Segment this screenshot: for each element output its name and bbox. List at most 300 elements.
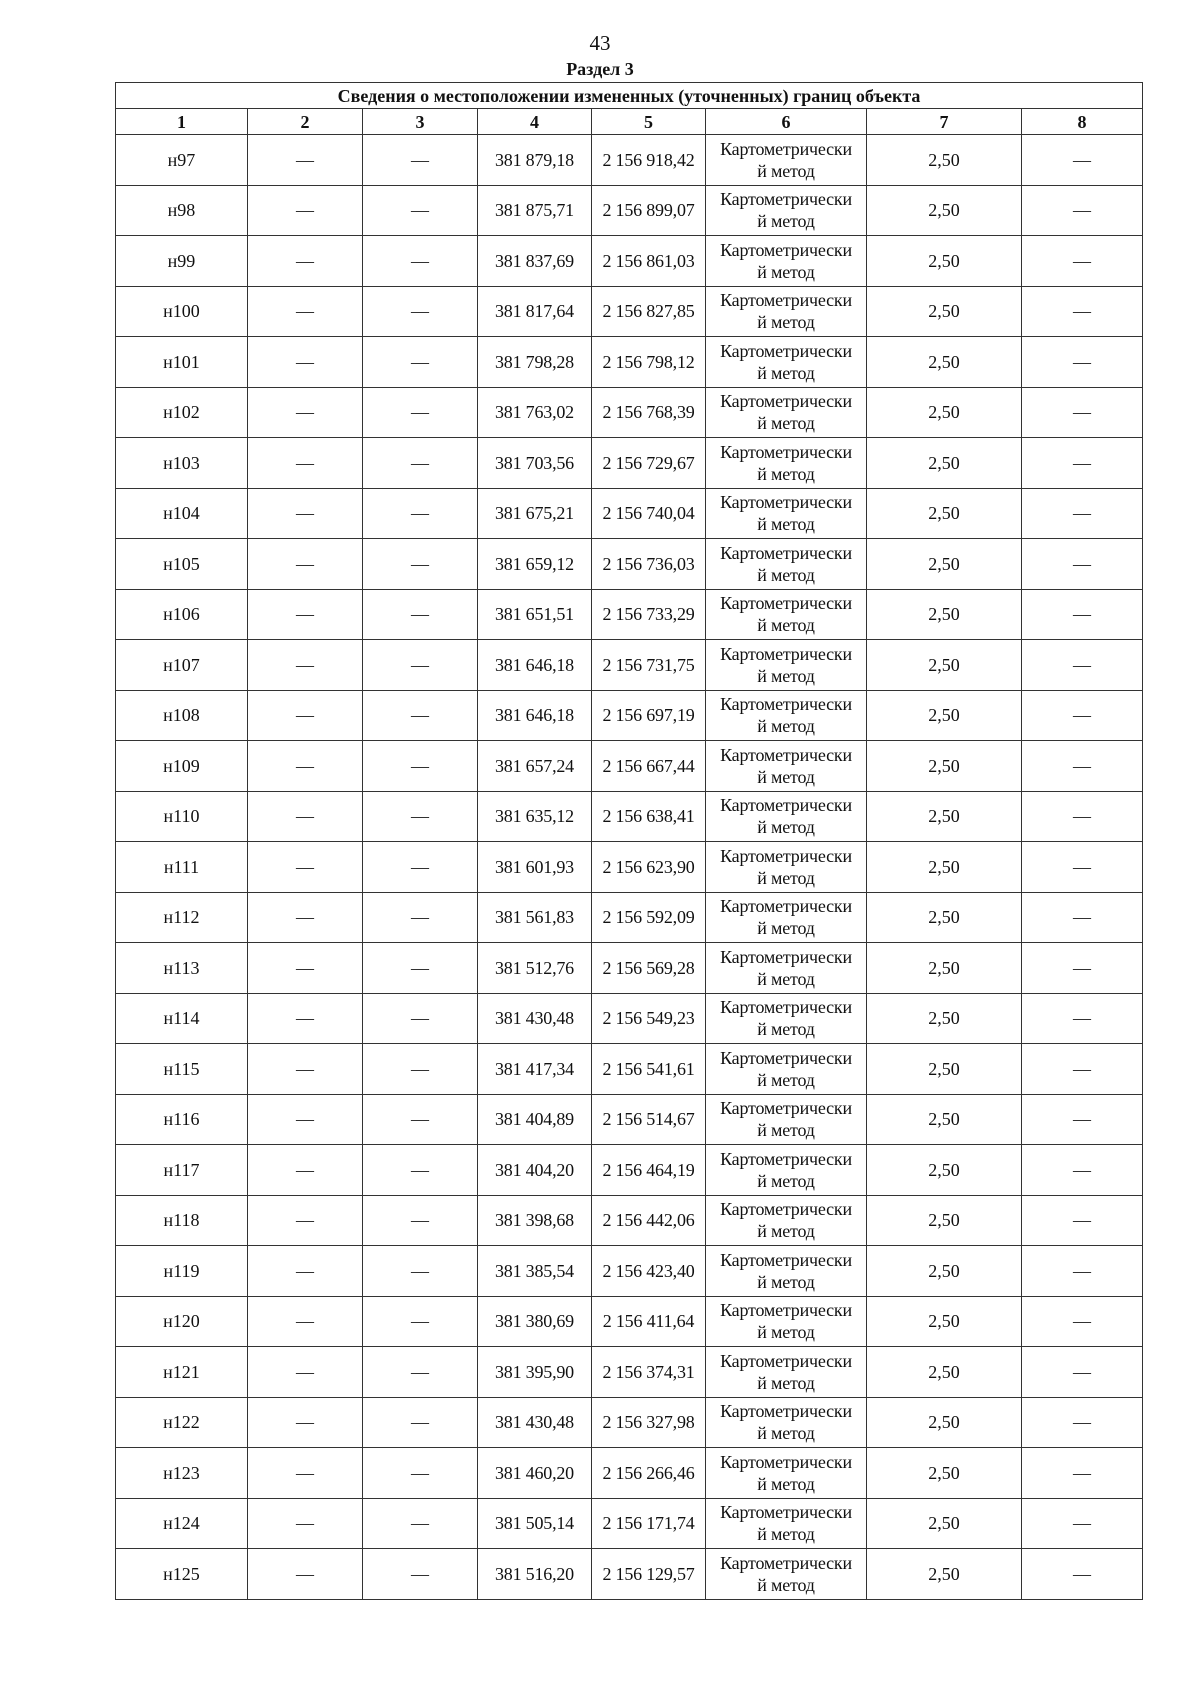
x-coordinate-cell: 381 646,18 — [478, 690, 592, 741]
method-cell — [706, 185, 867, 236]
y-coordinate-cell: 2 156 768,39 — [592, 387, 706, 438]
accuracy-cell: 2,50 — [867, 539, 1022, 590]
method-text-line1: Картометрически — [720, 694, 852, 715]
empty-dash-cell: — — [363, 1397, 478, 1448]
column-number: 8 — [1022, 109, 1143, 135]
table-row — [116, 892, 1143, 943]
y-coordinate-cell: 2 156 541,61 — [592, 1044, 706, 1095]
x-coordinate-cell: 381 417,34 — [478, 1044, 592, 1095]
x-coordinate-cell: 381 763,02 — [478, 387, 592, 438]
empty-dash-cell: — — [248, 337, 363, 388]
empty-dash-cell: — — [248, 1397, 363, 1448]
method-text-line2: й метод — [757, 615, 815, 636]
empty-dash-cell: — — [363, 1296, 478, 1347]
y-coordinate-cell: 2 156 374,31 — [592, 1347, 706, 1398]
empty-dash-cell: — — [248, 236, 363, 287]
point-id-cell: н109 — [116, 741, 248, 792]
table-row — [116, 1448, 1143, 1499]
empty-dash-cell: — — [248, 135, 363, 186]
empty-dash-cell: — — [363, 286, 478, 337]
method-text-line2: й метод — [757, 362, 815, 383]
x-coordinate-cell: 381 404,89 — [478, 1094, 592, 1145]
method-text-line1: Картометрически — [720, 1552, 852, 1573]
empty-dash-cell: — — [1022, 135, 1143, 186]
point-id-cell: н99 — [116, 236, 248, 287]
point-id-cell: н120 — [116, 1296, 248, 1347]
method-text-line1: Картометрически — [720, 1502, 852, 1523]
empty-dash-cell: — — [248, 1347, 363, 1398]
x-coordinate-cell: 381 675,21 — [478, 488, 592, 539]
method-cell — [706, 1448, 867, 1499]
method-cell — [706, 1246, 867, 1297]
empty-dash-cell: — — [248, 589, 363, 640]
accuracy-cell: 2,50 — [867, 185, 1022, 236]
method-text-line1: Картометрически — [720, 542, 852, 563]
empty-dash-cell: — — [1022, 185, 1143, 236]
x-coordinate-cell: 381 385,54 — [478, 1246, 592, 1297]
y-coordinate-cell: 2 156 514,67 — [592, 1094, 706, 1145]
method-cell — [706, 1044, 867, 1095]
empty-dash-cell: — — [363, 1195, 478, 1246]
empty-dash-cell: — — [363, 387, 478, 438]
point-id-cell: н117 — [116, 1145, 248, 1196]
empty-dash-cell: — — [1022, 1397, 1143, 1448]
empty-dash-cell: — — [248, 438, 363, 489]
y-coordinate-cell: 2 156 861,03 — [592, 236, 706, 287]
empty-dash-cell: — — [248, 1246, 363, 1297]
table-row — [116, 1246, 1143, 1297]
method-text-line2: й метод — [757, 1423, 815, 1444]
accuracy-cell: 2,50 — [867, 387, 1022, 438]
y-coordinate-cell: 2 156 171,74 — [592, 1498, 706, 1549]
method-cell — [706, 1094, 867, 1145]
method-text-line1: Картометрически — [720, 492, 852, 513]
point-id-cell: н100 — [116, 286, 248, 337]
y-coordinate-cell: 2 156 464,19 — [592, 1145, 706, 1196]
method-cell — [706, 1549, 867, 1600]
accuracy-cell: 2,50 — [867, 1094, 1022, 1145]
method-text-line1: Картометрически — [720, 997, 852, 1018]
empty-dash-cell: — — [363, 791, 478, 842]
method-text-line2: й метод — [757, 564, 815, 585]
empty-dash-cell: — — [1022, 892, 1143, 943]
accuracy-cell: 2,50 — [867, 135, 1022, 186]
x-coordinate-cell: 381 837,69 — [478, 236, 592, 287]
accuracy-cell: 2,50 — [867, 1246, 1022, 1297]
accuracy-cell: 2,50 — [867, 892, 1022, 943]
point-id-cell: н112 — [116, 892, 248, 943]
table-row — [116, 539, 1143, 590]
point-id-cell: н125 — [116, 1549, 248, 1600]
y-coordinate-cell: 2 156 569,28 — [592, 943, 706, 994]
x-coordinate-cell: 381 561,83 — [478, 892, 592, 943]
method-text-line1: Картометрически — [720, 1350, 852, 1371]
x-coordinate-cell: 381 657,24 — [478, 741, 592, 792]
method-cell — [706, 488, 867, 539]
point-id-cell: н102 — [116, 387, 248, 438]
empty-dash-cell: — — [363, 539, 478, 590]
method-text-line1: Картометрически — [720, 391, 852, 412]
method-text-line2: й метод — [757, 1322, 815, 1343]
x-coordinate-cell: 381 512,76 — [478, 943, 592, 994]
table-row — [116, 236, 1143, 287]
table-row — [116, 1549, 1143, 1600]
empty-dash-cell: — — [248, 741, 363, 792]
accuracy-cell: 2,50 — [867, 488, 1022, 539]
table-row — [116, 387, 1143, 438]
method-text-line2: й метод — [757, 716, 815, 737]
table-row — [116, 1044, 1143, 1095]
method-text-line1: Картометрически — [720, 1199, 852, 1220]
empty-dash-cell: — — [248, 539, 363, 590]
y-coordinate-cell: 2 156 733,29 — [592, 589, 706, 640]
x-coordinate-cell: 381 817,64 — [478, 286, 592, 337]
table-row — [116, 1094, 1143, 1145]
point-id-cell: н107 — [116, 640, 248, 691]
y-coordinate-cell: 2 156 697,19 — [592, 690, 706, 741]
empty-dash-cell: — — [363, 943, 478, 994]
y-coordinate-cell: 2 156 899,07 — [592, 185, 706, 236]
x-coordinate-cell: 381 659,12 — [478, 539, 592, 590]
empty-dash-cell: — — [363, 1448, 478, 1499]
column-number: 5 — [592, 109, 706, 135]
y-coordinate-cell: 2 156 731,75 — [592, 640, 706, 691]
point-id-cell: н124 — [116, 1498, 248, 1549]
column-number: 3 — [363, 109, 478, 135]
table-row — [116, 993, 1143, 1044]
empty-dash-cell: — — [248, 387, 363, 438]
y-coordinate-cell: 2 156 592,09 — [592, 892, 706, 943]
method-text-line1: Картометрически — [720, 239, 852, 260]
y-coordinate-cell: 2 156 129,57 — [592, 1549, 706, 1600]
empty-dash-cell: — — [1022, 1246, 1143, 1297]
y-coordinate-cell: 2 156 667,44 — [592, 741, 706, 792]
y-coordinate-cell: 2 156 423,40 — [592, 1246, 706, 1297]
accuracy-cell: 2,50 — [867, 1145, 1022, 1196]
y-coordinate-cell: 2 156 549,23 — [592, 993, 706, 1044]
method-cell — [706, 286, 867, 337]
method-text-line2: й метод — [757, 1019, 815, 1040]
accuracy-cell: 2,50 — [867, 943, 1022, 994]
method-text-line2: й метод — [757, 665, 815, 686]
method-text-line2: й метод — [757, 817, 815, 838]
method-text-line2: й метод — [757, 1120, 815, 1141]
point-id-cell: н123 — [116, 1448, 248, 1499]
method-cell — [706, 387, 867, 438]
empty-dash-cell: — — [1022, 1094, 1143, 1145]
table-row — [116, 438, 1143, 489]
method-cell — [706, 135, 867, 186]
y-coordinate-cell: 2 156 266,46 — [592, 1448, 706, 1499]
empty-dash-cell: — — [363, 1094, 478, 1145]
method-text-line1: Картометрически — [720, 1300, 852, 1321]
empty-dash-cell: — — [1022, 1549, 1143, 1600]
point-id-cell: н104 — [116, 488, 248, 539]
y-coordinate-cell: 2 156 918,42 — [592, 135, 706, 186]
method-text-line1: Картометрически — [720, 138, 852, 159]
boundary-coordinates-table — [115, 82, 1143, 1600]
table-row — [116, 791, 1143, 842]
method-text-line2: й метод — [757, 867, 815, 888]
accuracy-cell: 2,50 — [867, 1498, 1022, 1549]
method-text-line1: Картометрически — [720, 340, 852, 361]
method-text-line2: й метод — [757, 918, 815, 939]
x-coordinate-cell: 381 635,12 — [478, 791, 592, 842]
empty-dash-cell: — — [1022, 589, 1143, 640]
method-cell — [706, 337, 867, 388]
empty-dash-cell: — — [363, 1549, 478, 1600]
empty-dash-cell: — — [363, 1246, 478, 1297]
accuracy-cell: 2,50 — [867, 791, 1022, 842]
y-coordinate-cell: 2 156 638,41 — [592, 791, 706, 842]
method-cell — [706, 791, 867, 842]
empty-dash-cell: — — [363, 640, 478, 691]
y-coordinate-cell: 2 156 740,04 — [592, 488, 706, 539]
point-id-cell: н108 — [116, 690, 248, 741]
point-id-cell: н116 — [116, 1094, 248, 1145]
y-coordinate-cell: 2 156 442,06 — [592, 1195, 706, 1246]
method-text-line1: Картометрически — [720, 290, 852, 311]
method-text-line2: й метод — [757, 514, 815, 535]
method-text-line1: Картометрически — [720, 1249, 852, 1270]
method-cell — [706, 943, 867, 994]
point-id-cell: н121 — [116, 1347, 248, 1398]
method-text-line1: Картометрически — [720, 744, 852, 765]
empty-dash-cell: — — [248, 1549, 363, 1600]
accuracy-cell: 2,50 — [867, 1549, 1022, 1600]
table-row — [116, 640, 1143, 691]
point-id-cell: н119 — [116, 1246, 248, 1297]
point-id-cell: н122 — [116, 1397, 248, 1448]
empty-dash-cell: — — [248, 791, 363, 842]
page-number: 43 — [589, 31, 611, 55]
method-text-line2: й метод — [757, 413, 815, 434]
empty-dash-cell: — — [363, 993, 478, 1044]
method-cell — [706, 640, 867, 691]
empty-dash-cell: — — [1022, 539, 1143, 590]
method-text-line1: Картометрически — [720, 1451, 852, 1472]
empty-dash-cell: — — [248, 1448, 363, 1499]
x-coordinate-cell: 381 395,90 — [478, 1347, 592, 1398]
method-text-line2: й метод — [757, 211, 815, 232]
method-cell — [706, 690, 867, 741]
empty-dash-cell: — — [248, 993, 363, 1044]
column-number: 4 — [478, 109, 592, 135]
method-cell — [706, 539, 867, 590]
x-coordinate-cell: 381 651,51 — [478, 589, 592, 640]
point-id-cell: н115 — [116, 1044, 248, 1095]
method-cell — [706, 1195, 867, 1246]
empty-dash-cell: — — [248, 488, 363, 539]
x-coordinate-cell: 381 646,18 — [478, 640, 592, 691]
x-coordinate-cell: 381 875,71 — [478, 185, 592, 236]
accuracy-cell: 2,50 — [867, 1448, 1022, 1499]
method-cell — [706, 589, 867, 640]
method-text-line1: Картометрически — [720, 1401, 852, 1422]
method-text-line1: Картометрически — [720, 1098, 852, 1119]
table-row — [116, 1397, 1143, 1448]
table-row — [116, 135, 1143, 186]
empty-dash-cell: — — [1022, 993, 1143, 1044]
empty-dash-cell: — — [248, 892, 363, 943]
point-id-cell: н105 — [116, 539, 248, 590]
method-text-line1: Картометрически — [720, 593, 852, 614]
method-cell — [706, 892, 867, 943]
empty-dash-cell: — — [248, 842, 363, 893]
method-text-line1: Картометрически — [720, 1148, 852, 1169]
table-row — [116, 185, 1143, 236]
y-coordinate-cell: 2 156 798,12 — [592, 337, 706, 388]
method-cell — [706, 1145, 867, 1196]
empty-dash-cell: — — [1022, 1498, 1143, 1549]
empty-dash-cell: — — [1022, 640, 1143, 691]
section-title: Раздел 3 — [566, 59, 634, 79]
table-row — [116, 1145, 1143, 1196]
table-caption: Сведения о местоположении измененных (уточненных) границ объекта — [116, 83, 1143, 109]
accuracy-cell: 2,50 — [867, 640, 1022, 691]
method-text-line1: Картометрически — [720, 845, 852, 866]
accuracy-cell: 2,50 — [867, 842, 1022, 893]
column-number: 2 — [248, 109, 363, 135]
method-cell — [706, 993, 867, 1044]
method-text-line2: й метод — [757, 261, 815, 282]
table-body — [116, 135, 1143, 1600]
table-row — [116, 842, 1143, 893]
method-text-line2: й метод — [757, 1221, 815, 1242]
method-text-line1: Картометрически — [720, 441, 852, 462]
y-coordinate-cell: 2 156 827,85 — [592, 286, 706, 337]
x-coordinate-cell: 381 430,48 — [478, 993, 592, 1044]
column-number: 1 — [116, 109, 248, 135]
empty-dash-cell: — — [248, 1296, 363, 1347]
table-row — [116, 589, 1143, 640]
empty-dash-cell: — — [363, 741, 478, 792]
empty-dash-cell: — — [363, 690, 478, 741]
method-cell — [706, 842, 867, 893]
empty-dash-cell: — — [1022, 488, 1143, 539]
x-coordinate-cell: 381 404,20 — [478, 1145, 592, 1196]
empty-dash-cell: — — [248, 943, 363, 994]
point-id-cell: н106 — [116, 589, 248, 640]
accuracy-cell: 2,50 — [867, 438, 1022, 489]
y-coordinate-cell: 2 156 623,90 — [592, 842, 706, 893]
column-number: 7 — [867, 109, 1022, 135]
y-coordinate-cell: 2 156 736,03 — [592, 539, 706, 590]
x-coordinate-cell: 381 879,18 — [478, 135, 592, 186]
method-cell — [706, 1498, 867, 1549]
empty-dash-cell: — — [1022, 1044, 1143, 1095]
empty-dash-cell: — — [363, 236, 478, 287]
method-text-line2: й метод — [757, 1524, 815, 1545]
method-text-line2: й метод — [757, 463, 815, 484]
x-coordinate-cell: 381 703,56 — [478, 438, 592, 489]
method-cell — [706, 1347, 867, 1398]
point-id-cell: н97 — [116, 135, 248, 186]
point-id-cell: н114 — [116, 993, 248, 1044]
method-text-line2: й метод — [757, 766, 815, 787]
empty-dash-cell: — — [248, 1195, 363, 1246]
point-id-cell: н118 — [116, 1195, 248, 1246]
empty-dash-cell: — — [248, 1094, 363, 1145]
accuracy-cell: 2,50 — [867, 1195, 1022, 1246]
accuracy-cell: 2,50 — [867, 1397, 1022, 1448]
empty-dash-cell: — — [363, 1347, 478, 1398]
x-coordinate-cell: 381 516,20 — [478, 1549, 592, 1600]
empty-dash-cell: — — [363, 589, 478, 640]
x-coordinate-cell: 381 430,48 — [478, 1397, 592, 1448]
method-text-line2: й метод — [757, 968, 815, 989]
empty-dash-cell: — — [248, 286, 363, 337]
empty-dash-cell: — — [363, 1498, 478, 1549]
point-id-cell: н98 — [116, 185, 248, 236]
empty-dash-cell: — — [1022, 1145, 1143, 1196]
empty-dash-cell: — — [363, 337, 478, 388]
empty-dash-cell: — — [1022, 1296, 1143, 1347]
x-coordinate-cell: 381 601,93 — [478, 842, 592, 893]
accuracy-cell: 2,50 — [867, 1044, 1022, 1095]
table-row — [116, 337, 1143, 388]
point-id-cell: н101 — [116, 337, 248, 388]
empty-dash-cell: — — [1022, 1347, 1143, 1398]
point-id-cell: н103 — [116, 438, 248, 489]
empty-dash-cell: — — [1022, 438, 1143, 489]
point-id-cell: н113 — [116, 943, 248, 994]
accuracy-cell: 2,50 — [867, 993, 1022, 1044]
empty-dash-cell: — — [363, 1044, 478, 1095]
method-text-line2: й метод — [757, 1170, 815, 1191]
accuracy-cell: 2,50 — [867, 1296, 1022, 1347]
accuracy-cell: 2,50 — [867, 286, 1022, 337]
method-text-line1: Картометрически — [720, 1047, 852, 1068]
method-text-line2: й метод — [757, 1473, 815, 1494]
method-text-line2: й метод — [757, 312, 815, 333]
method-text-line1: Картометрически — [720, 795, 852, 816]
method-text-line1: Картометрически — [720, 896, 852, 917]
empty-dash-cell: — — [248, 185, 363, 236]
method-text-line2: й метод — [757, 1574, 815, 1595]
table-row — [116, 286, 1143, 337]
empty-dash-cell: — — [363, 488, 478, 539]
empty-dash-cell: — — [1022, 842, 1143, 893]
x-coordinate-cell: 381 460,20 — [478, 1448, 592, 1499]
accuracy-cell: 2,50 — [867, 337, 1022, 388]
empty-dash-cell: — — [1022, 337, 1143, 388]
method-cell — [706, 1397, 867, 1448]
empty-dash-cell: — — [248, 690, 363, 741]
accuracy-cell: 2,50 — [867, 741, 1022, 792]
empty-dash-cell: — — [1022, 1448, 1143, 1499]
empty-dash-cell: — — [248, 1044, 363, 1095]
empty-dash-cell: — — [1022, 943, 1143, 994]
accuracy-cell: 2,50 — [867, 589, 1022, 640]
empty-dash-cell: — — [363, 135, 478, 186]
empty-dash-cell: — — [1022, 791, 1143, 842]
table-row — [116, 741, 1143, 792]
method-text-line2: й метод — [757, 1271, 815, 1292]
x-coordinate-cell: 381 505,14 — [478, 1498, 592, 1549]
table-row — [116, 1498, 1143, 1549]
empty-dash-cell: — — [363, 1145, 478, 1196]
y-coordinate-cell: 2 156 411,64 — [592, 1296, 706, 1347]
table-row — [116, 488, 1143, 539]
accuracy-cell: 2,50 — [867, 690, 1022, 741]
y-coordinate-cell: 2 156 327,98 — [592, 1397, 706, 1448]
method-cell — [706, 236, 867, 287]
method-cell — [706, 438, 867, 489]
method-cell — [706, 741, 867, 792]
empty-dash-cell: — — [363, 438, 478, 489]
table-row — [116, 1347, 1143, 1398]
